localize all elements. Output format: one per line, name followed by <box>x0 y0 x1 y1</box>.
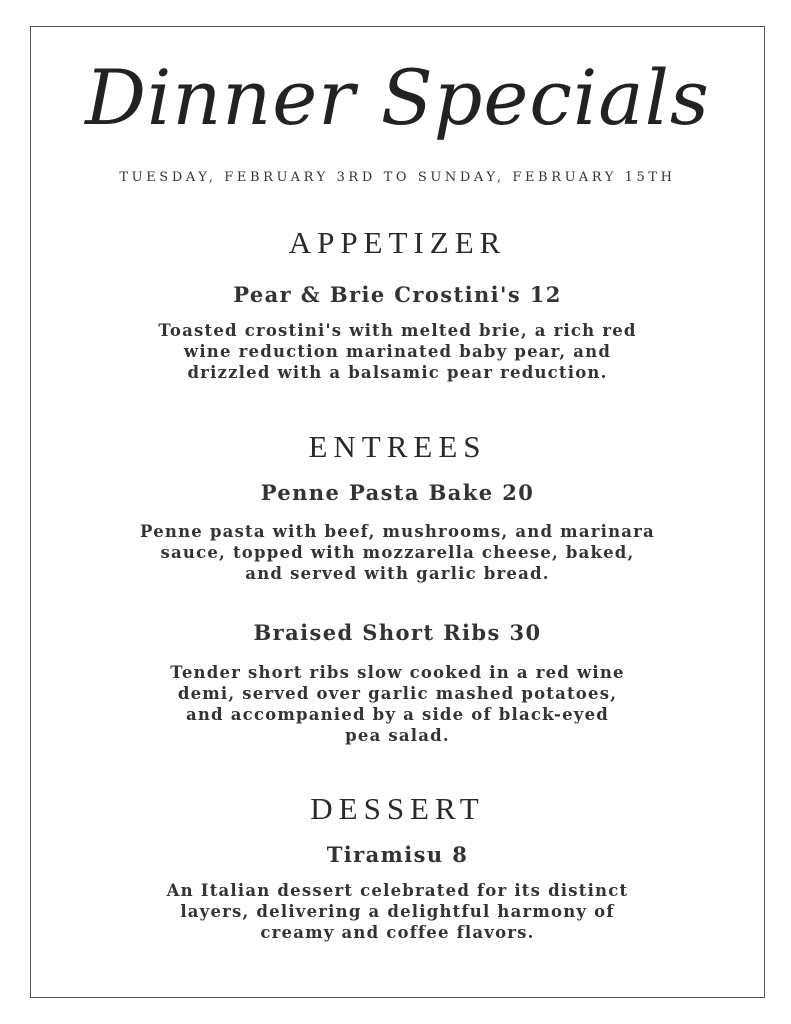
item-description-short-ribs <box>30 662 765 746</box>
description-line: and accompanied by a side of black-eyed <box>185 705 610 724</box>
description-line: creamy and coffee flavors. <box>260 923 535 942</box>
menu-title: Dinner Specials <box>85 53 710 142</box>
item-title-penne: Penne Pasta Bake 20 <box>260 480 535 505</box>
description-line: An Italian dessert celebrated for its distinct <box>166 881 629 900</box>
section-heading-dessert: DESSERT <box>310 791 485 826</box>
item-title-crostini: Pear & Brie Crostini's 12 <box>233 282 562 307</box>
description-line: demi, served over garlic mashed potatoes, <box>177 684 618 703</box>
date-range: TUESDAY, FEBRUARY 3RD TO SUNDAY, FEBRUARY 15TH <box>119 170 676 185</box>
item-description-tiramisu <box>30 880 765 943</box>
description-line: pea salad. <box>345 726 450 745</box>
description-line: Toasted crostini's with melted brie, a rich red <box>158 321 637 340</box>
description-line: Tender short ribs slow cooked in a red wine <box>170 663 625 682</box>
description-line: layers, delivering a delightful harmony of <box>180 902 615 921</box>
item-description-penne <box>30 521 765 584</box>
description-line: drizzled with a balsamic pear reduction. <box>187 363 608 382</box>
description-line: Penne pasta with beef, mushrooms, and marinara <box>140 522 655 541</box>
section-heading-entrees: ENTREES <box>308 429 487 464</box>
item-title-short-ribs: Braised Short Ribs 30 <box>253 620 542 645</box>
description-line: wine reduction marinated baby pear, and <box>183 342 612 361</box>
section-heading-appetizer: APPETIZER <box>288 225 507 260</box>
description-line: sauce, topped with mozzarella cheese, baked, <box>160 543 635 562</box>
item-description-crostini <box>30 320 765 383</box>
item-title-tiramisu: Tiramisu 8 <box>326 842 469 867</box>
description-line: and served with garlic bread. <box>245 564 550 583</box>
